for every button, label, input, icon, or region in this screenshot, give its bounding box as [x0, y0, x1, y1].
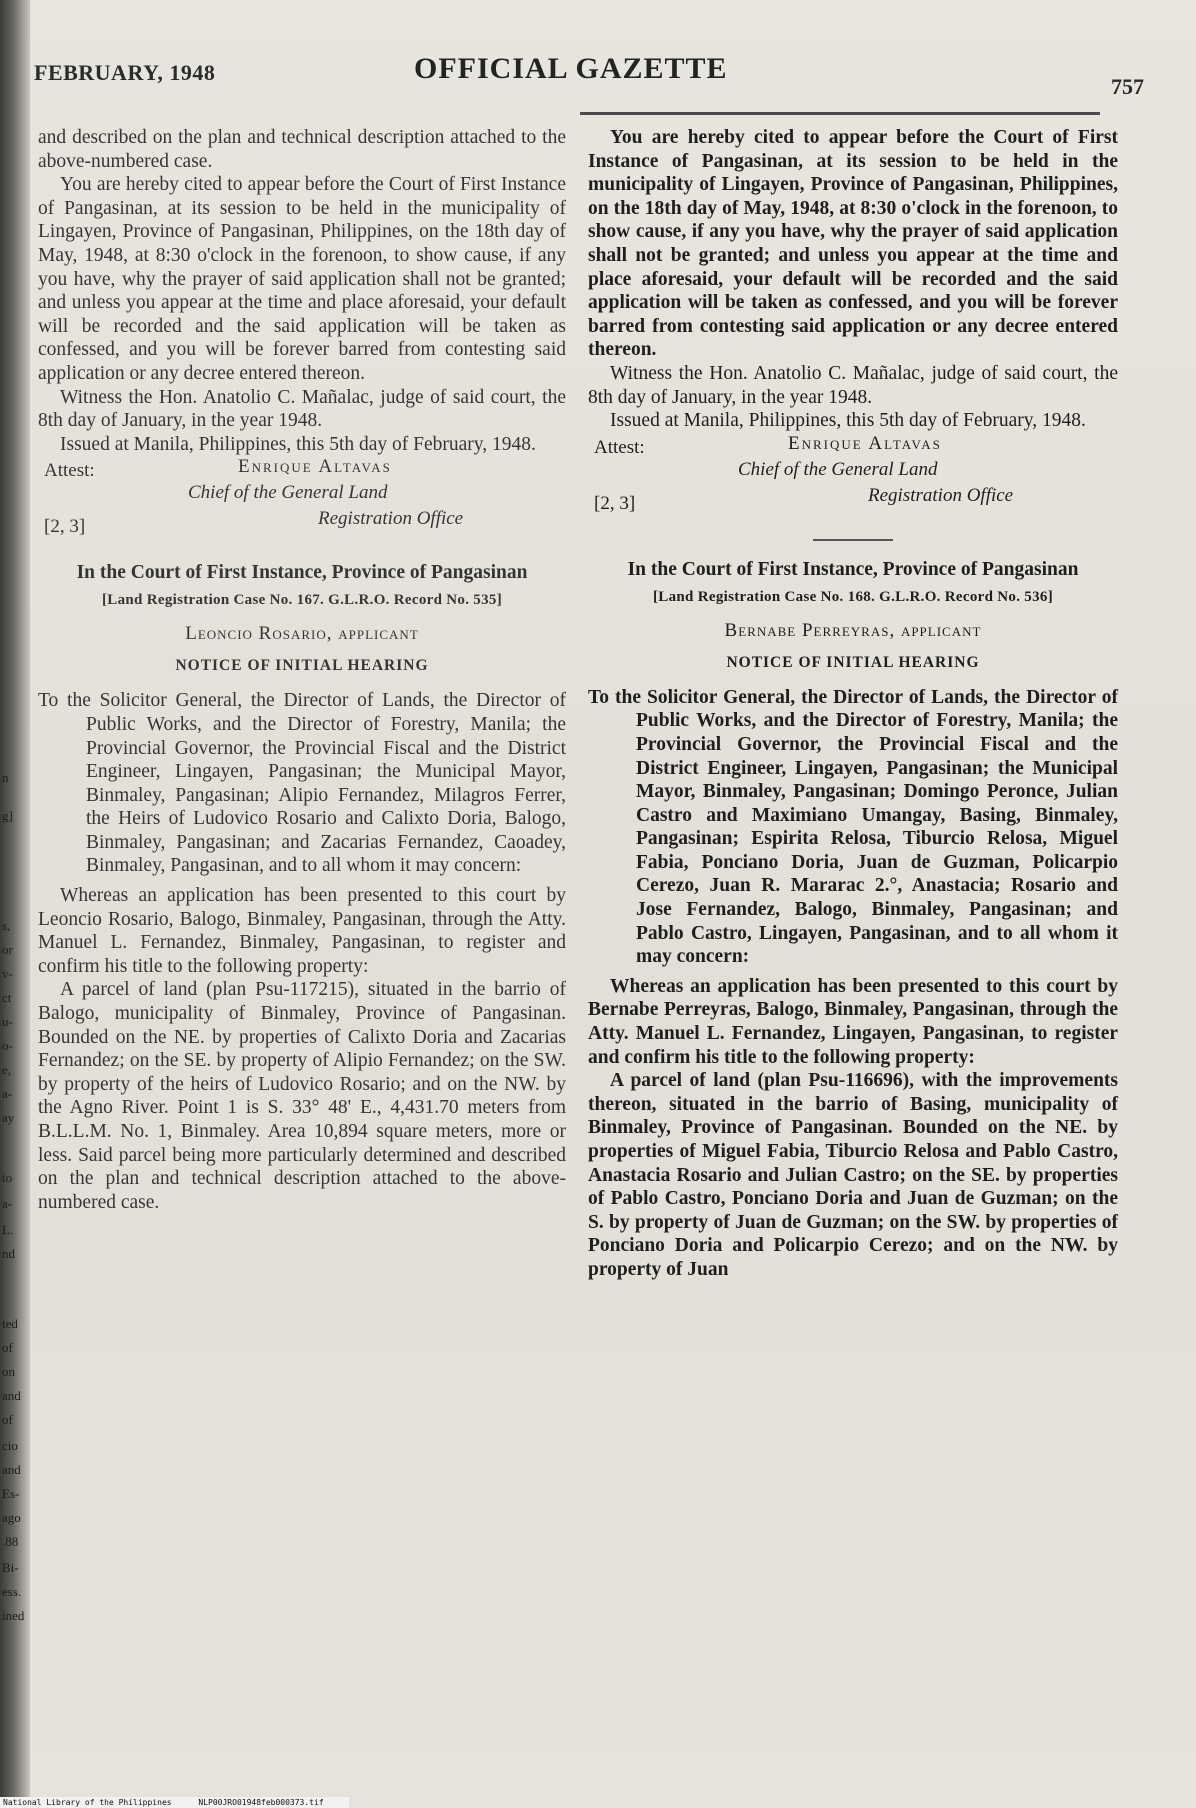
left-signatory-title-2: Registration Office — [318, 508, 464, 530]
spine-fragment: ct — [2, 990, 12, 1005]
spine-fragment: and — [2, 1462, 21, 1477]
left-case-number: [Land Registration Case No. 167. G.L.R.O. Record No. 535] — [102, 592, 502, 609]
header-rule — [580, 112, 1100, 115]
spine-fragment: v- — [2, 966, 13, 981]
left-issue-bracket: [2, 3] — [44, 516, 86, 538]
header-title: OFFICIAL GAZETTE — [414, 52, 728, 85]
right-citation-paragraph: You are hereby cited to appear before the Court of First Instance of Pangasinan, at its session to be held in the municipality of Lingayen, Province of Pangasinan, Philippines, on the 18th day of May, 1948, at 8:30 o'clock in the forenoon, to show cause, if any you have, why the prayer of said application shall not be granted; and unless you appear at the time and place aforesaid, your default will be recorded and the said application will be taken as confessed, and you will be forever barred from contesting said application or any decree entered thereon. — [588, 127, 1118, 361]
left-witness-paragraph: Witness the Hon. Anatolio C. Mañalac, judge of said court, the 8th day of January, in the year 1948. — [38, 386, 566, 432]
right-whereas: Whereas an application has been presented to this court by Bernabe Perreyras, Balogo, Binmaley, Pangasinan, through the Atty. Manuel L. Fernandez, Lingayen, Pangasinan, to register and confirm his title to the following property: — [588, 975, 1118, 1068]
right-signatory-title-2: Registration Office — [868, 484, 1014, 506]
right-attest-label: Attest: — [594, 436, 645, 458]
spine-fragment: ined — [2, 1608, 25, 1623]
right-parcel-description: A parcel of land (plan Psu-116696), with the improvements thereon, situated in the barrio of Basing, municipality of Binmaley, Province of Pangasinan. Bounded on the NE. by properties of Miguel Fabia, Tiburcio Relosa and Pablo Castro, Anastacia Rosario and Julian Castro; on the SE. by properties of Pablo Castro, Ponciano Doria and Juan de Guzman; on the S. by property of Juan de Guzman; on the SW. by properties of Ponciano Doria and Policarpio Cerezo; and on the NW. by property of Juan — [588, 1070, 1118, 1280]
left-citation-paragraph: You are hereby cited to appear before the Court of First Instance of Pangasinan, at its session to be held in the municipality of Lingayen, Province of Pangasinan, Philippines, on the 18th day of May, 1948, at 8:30 o'clock in the forenoon, to show cause, if any you have, why the prayer of said application shall not be granted; and unless you appear at the time and place aforesaid, your default will be recorded and the said application will be taken as confessed, and you will be forever barred from contesting said application or any decree entered thereon. — [38, 174, 566, 384]
header-date: FEBRUARY, 1948 — [34, 60, 216, 85]
spine-fragment: g] — [2, 808, 13, 823]
left-court-heading: In the Court of First Instance, Province of Pangasinan — [76, 562, 528, 584]
spine-fragment: u- — [2, 1014, 13, 1029]
left-applicant: Leoncio Rosario, applicant — [185, 623, 419, 645]
spine-fragment: L. — [2, 1222, 14, 1237]
right-issued-paragraph: Issued at Manila, Philippines, this 5th day of February, 1948. — [610, 410, 1086, 432]
section-separator — [813, 539, 893, 541]
left-addressees: To the Solicitor General, the Director of Lands, the Director of Public Works, and the Director of Forestry, Manila; the Provincial Governor, the Provincial Fiscal and the District Engineer, Lingayen, Pangasinan; the Municipal Mayor, Binmaley, Pangasinan; Alipio Fernandez, Milagros Ferrer, the Heirs of Ludovico Rosario and Calixto Doria, Balogo, Binmaley, Pangasinan; and Zacarias Fernandez, Caoadey, Binmaley, Pangasinan, and to all whom it may concern: — [38, 690, 566, 877]
right-signatory-name: Enrique Altavas — [788, 432, 942, 454]
right-column — [588, 126, 1118, 1282]
right-signatory-title-1: Chief of the General Land — [738, 458, 938, 480]
left-attestation — [38, 456, 566, 552]
footer-file: NLP00JRO01948feb000373.tif — [198, 1798, 324, 1807]
spine-fragments — [2, 0, 28, 1790]
spine-fragment: .88 — [2, 1534, 19, 1549]
spine-fragment: and — [2, 1388, 21, 1403]
spine-fragment: Es- — [2, 1486, 20, 1501]
spine-fragment: to — [2, 1170, 13, 1185]
right-issue-bracket: [2, 3] — [594, 492, 636, 514]
spine-fragment: ted — [2, 1316, 18, 1331]
spine-fragment: s, — [2, 918, 11, 933]
right-witness-paragraph: Witness the Hon. Anatolio C. Mañalac, judge of said court, the 8th day of January, in the year 1948. — [588, 362, 1118, 408]
spine-fragment: ess. — [2, 1584, 22, 1599]
spine-fragment: n — [2, 770, 9, 785]
spine-fragment: o- — [2, 1038, 13, 1053]
right-case-number: [Land Registration Case No. 168. G.L.R.O. Record No. 536] — [653, 588, 1053, 605]
page-header — [34, 52, 1144, 102]
scan-footer — [0, 1797, 349, 1808]
left-attest-label: Attest: — [44, 460, 95, 482]
spine-fragment: ay — [2, 1110, 15, 1125]
spine-fragment: ago — [2, 1510, 21, 1525]
spine-fragment: of — [2, 1412, 13, 1427]
left-whereas: Whereas an application has been presented to this court by Leoncio Rosario, Balogo, Binmaley, Pangasinan, through the Atty. Manuel L. Fernandez, Binmaley, Pangasinan, to register and confirm his title to the following property: — [38, 885, 566, 977]
spine-fragment: a- — [2, 1196, 13, 1211]
header-page-number: 757 — [1111, 74, 1144, 99]
left-notice-heading: NOTICE OF INITIAL HEARING — [175, 657, 429, 675]
spine-fragment: Bi- — [2, 1560, 19, 1575]
spine-fragment: of — [2, 1340, 13, 1355]
left-parcel-description: A parcel of land (plan Psu-117215), situated in the barrio of Balogo, municipality of Binmaley, Province of Pangasinan. Bounded on the NE. by properties of Calixto Doria and Zacarias Fernandez; on the SE. by property of Alipio Fernandez; on the SW. by property of the heirs of Ludovico Rosario; and on the NW. by the Agno River. Point 1 is S. 33° 48' E., 4,431.70 meters from B.L.L.M. No. 1, Binmaley. Area 10,894 square meters, more or less. Said parcel being more particularly determined and described on the plan and technical description attached to the above-numbered case. — [38, 979, 566, 1213]
spine-fragment: or — [2, 942, 13, 957]
left-signatory-title-1: Chief of the General Land — [188, 482, 388, 504]
spine-fragment: nd — [2, 1246, 15, 1261]
left-signatory-name: Enrique Altavas — [238, 456, 392, 478]
footer-library: National Library of the Philippines — [3, 1798, 172, 1807]
right-notice-heading: NOTICE OF INITIAL HEARING — [726, 653, 980, 671]
spine-fragment: e, — [2, 1062, 12, 1077]
right-court-heading: In the Court of First Instance, Province of Pangasinan — [627, 558, 1079, 580]
left-issued-paragraph: Issued at Manila, Philippines, this 5th day of February, 1948. — [60, 433, 536, 455]
left-column — [38, 126, 566, 1214]
spine-fragment: on — [2, 1364, 15, 1379]
right-applicant: Bernabe Perreyras, applicant — [724, 619, 982, 641]
right-addressees: To the Solicitor General, the Director of Lands, the Director of Public Works, and the Director of Forestry, Manila; the Provincial Governor, the Provincial Fiscal and the District Engineer, Lingayen, Pangasinan; the Municipal Mayor, Binmaley, Pangasinan; Domingo Peronce, Julian Castro and Maximiano Umangay, Basing, Binmaley, Pangasinan; Espirita Relosa, Tiburcio Relosa, Miguel Fabia, Ponciano Doria, Juan de Guzman, Policarpio Cerezo, Juan R. Mararac 2.°, Anastacia; Rosario and Jose Fernandez, Balogo, Binmaley, Pangasinan; and Pablo Castro, Lingayen, Pangasinan, and to all whom it may concern: — [588, 686, 1118, 968]
left-continuation-description: and described on the plan and technical description attached to the above-numbered case. — [38, 127, 566, 172]
spine-fragment: a- — [2, 1086, 13, 1101]
right-attestation — [588, 433, 1118, 529]
spine-fragment: cio — [2, 1438, 18, 1453]
